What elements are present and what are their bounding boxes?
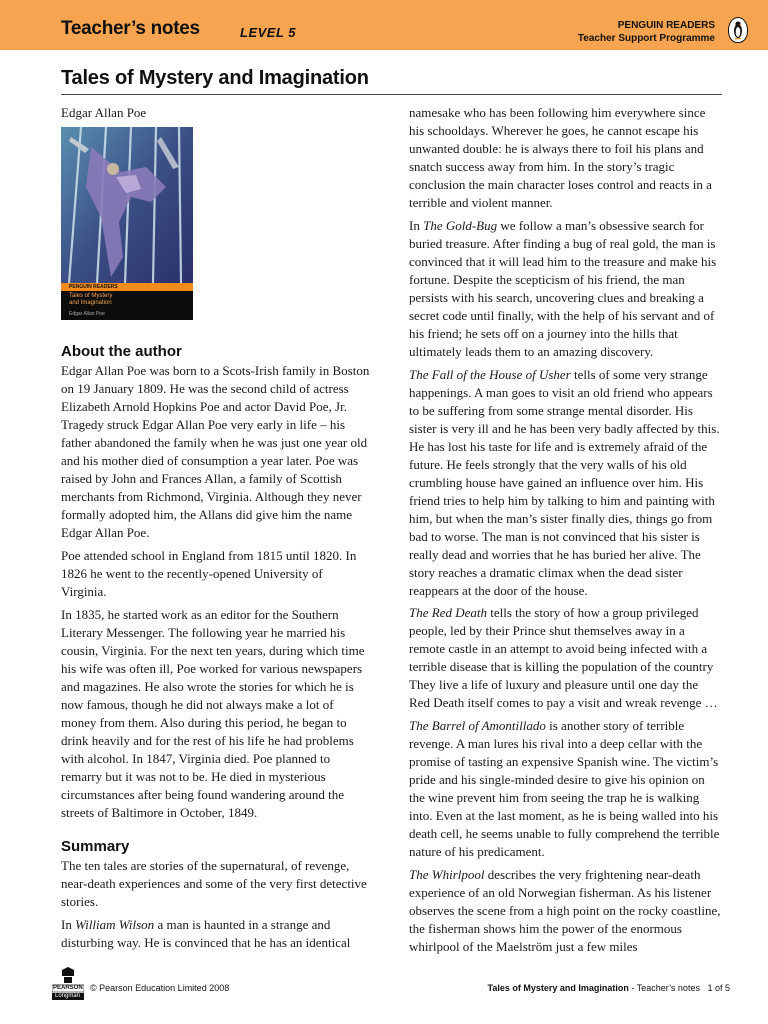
story-title-whirlpool: The Whirlpool	[409, 867, 485, 882]
title-divider	[61, 94, 722, 95]
gold-bug-prefix: In	[409, 218, 424, 233]
brand-block	[578, 19, 715, 45]
cover-title-line-2: and Imagination	[69, 300, 112, 306]
whirlpool-paragraph	[409, 866, 721, 956]
brand-line-2: Teacher Support Programme	[577, 33, 715, 44]
about-author-heading: About the author	[61, 343, 182, 360]
story-title-gold-bug: The Gold-Bug	[423, 218, 498, 233]
document-author: Edgar Allan Poe	[61, 105, 147, 120]
summary-p2-text: a man is haunted in a strange and disturbing way. He is convinced that he has an identical	[61, 917, 351, 950]
cover-artwork	[61, 127, 193, 283]
summary-paragraph-1: The ten tales are stories of the supernatural, of revenge, near-death experiences and some of the very first detective stories.	[61, 858, 367, 909]
footer-doc-info	[488, 983, 730, 993]
footer-doc-suffix: - Teacher’s notes	[628, 983, 700, 993]
cover-title	[69, 293, 112, 307]
about-paragraph-1: Edgar Allan Poe was born to a Scots-Irish family in Boston on 19 January 1809. He was the second child of actress Elizabeth Arnold Hopkins Poe and actor David Poe, Jr. Tragedy struck Edgar Allan Poe very early in life – his father abandoned the family when he was just one year old and his mother died of consumption a year later. Poe was raised by John and Frances Allan, a family of Scottish merchants from Richmond, Virginia. Although they never formally adopted him, the Allans did give him the name Edgar Allan Poe.	[61, 363, 370, 540]
story-title-usher: The Fall of the House of Usher	[409, 367, 571, 382]
red-death-paragraph	[409, 604, 721, 712]
summary-p2-prefix: In	[61, 917, 76, 932]
story-title-amontillado: The Barrel of Amontillado	[409, 718, 546, 733]
cover-series-label: PENGUIN READERS	[61, 283, 193, 291]
cover-title-line-1: Tales of Mystery	[69, 293, 113, 299]
story-title-red-death: The Red Death	[409, 605, 487, 620]
cover-author: Edgar Allan Poe	[69, 311, 105, 317]
page-number: 1 of 5	[707, 983, 730, 993]
brand-line-1: PENGUIN READERS	[617, 20, 715, 31]
usher-text: tells of some very strange happenings. A man goes to visit an old friend who appears to be suffering from some strange mental disorder. His sister is very ill and he has been very badly affected by this. He has lost his taste for life and is extremely afraid of the future. He feels strongly that the very walls of his old crumbling house have gained an influence over him. His friend tries to help him by talking to him and painting with him, but when the man’s sister finally dies, things go from bad to worse. The man is not convinced that his sister is really dead and worries that he has buried her alive. The story reaches a dramatic climax when the dead sister reappears at the door of the house.	[409, 367, 720, 598]
summary-heading: Summary	[61, 838, 130, 855]
pearson-wordmark: PEARSON	[53, 985, 83, 991]
footer-doc-title: Tales of Mystery and Imagination	[487, 983, 629, 993]
gold-bug-paragraph	[409, 217, 721, 361]
header-bar	[0, 0, 768, 50]
pearson-logo	[52, 966, 84, 1000]
about-paragraph-3: In 1835, he started work as an editor for the Southern Literary Messenger. The following year he married his cousin, Virginia. For the next ten years, during which time his wife was often ill, Poe worked for various newspapers and magazines. He also wrote the stories for which he is now famous, though he did not always make a lot of money from them. Also during this period, he began to drink heavily and for the rest of his life he had problems with alcohol. In 1847, Virginia died. Poe planned to remarry but it was not to be. He died in mysterious circumstances after being found wandering around the streets of Baltimore in October, 1849.	[61, 607, 365, 820]
penguin-logo-icon	[728, 17, 748, 43]
red-death-text: tells the story of how a group privileged people, led by their Prince shut themselves away in a remote castle in an attempt to avoid being infected with a terrible disease that is killing the population of the country They live a life of luxury and pleasure until one day the Red Death itself comes to pay a visit and wreak revenge …	[409, 605, 718, 710]
amontillado-paragraph	[409, 717, 721, 861]
amontillado-text: is another story of terrible revenge. A man lures his rival into a deep cellar with the promise of tasting an expensive Spanish wine. The victim’s pride and his single-minded desire to give his opinion on the wine prevent him from seeing the trap he is walking into. Even at the last moment, as he is being walled into his death cell, he seems unable to fully comprehend the terrible nature of his predicament.	[409, 718, 720, 859]
summary-paragraph-2	[61, 916, 371, 952]
whirlpool-text: describes the very frightening near-death experience of an old Norwegian fisherman. As his listener observes the scene from a high point on the rocky coastline, the fisherman shows him the power of the enormous whirlpool of the Maelström just a few miles	[409, 867, 721, 954]
about-paragraph-2: Poe attended school in England from 1815 until 1820. In 1826 he went to the recently-opened University of Virginia.	[61, 548, 357, 599]
book-cover-image	[61, 127, 193, 320]
story-title-william-wilson: William Wilson	[75, 917, 155, 932]
copyright-notice: © Pearson Education Limited 2008	[90, 983, 230, 993]
level-label: LEVEL 5	[240, 25, 297, 40]
document-title: Tales of Mystery and Imagination	[61, 67, 369, 89]
longman-wordmark: Longman	[55, 993, 81, 999]
usher-paragraph	[409, 366, 721, 600]
gold-bug-text: we follow a man’s obsessive search for buried treasure. After finding a bug of real gold, the man is convinced that it will lead him to the treasure and make his fortune. Despite the scepticism of his friend, the man persists with his search, uncovering clues and breaking a secret code until finally, with the help of his servant and of his friend; he sets off on a journey into the hills that ultimately leads them to an amazing discovery.	[409, 218, 717, 359]
teachers-notes-label: Teacher’s notes	[61, 18, 200, 39]
right-paragraph-0: namesake who has been following him everywhere since his schooldays. Wherever he goes, he cannot escape his unwanted double: he is always there to foil his plans and snatch success away from him. In the story’s tragic conclusion the main character loses control and reacts in a terrible and violent manner.	[409, 105, 712, 210]
